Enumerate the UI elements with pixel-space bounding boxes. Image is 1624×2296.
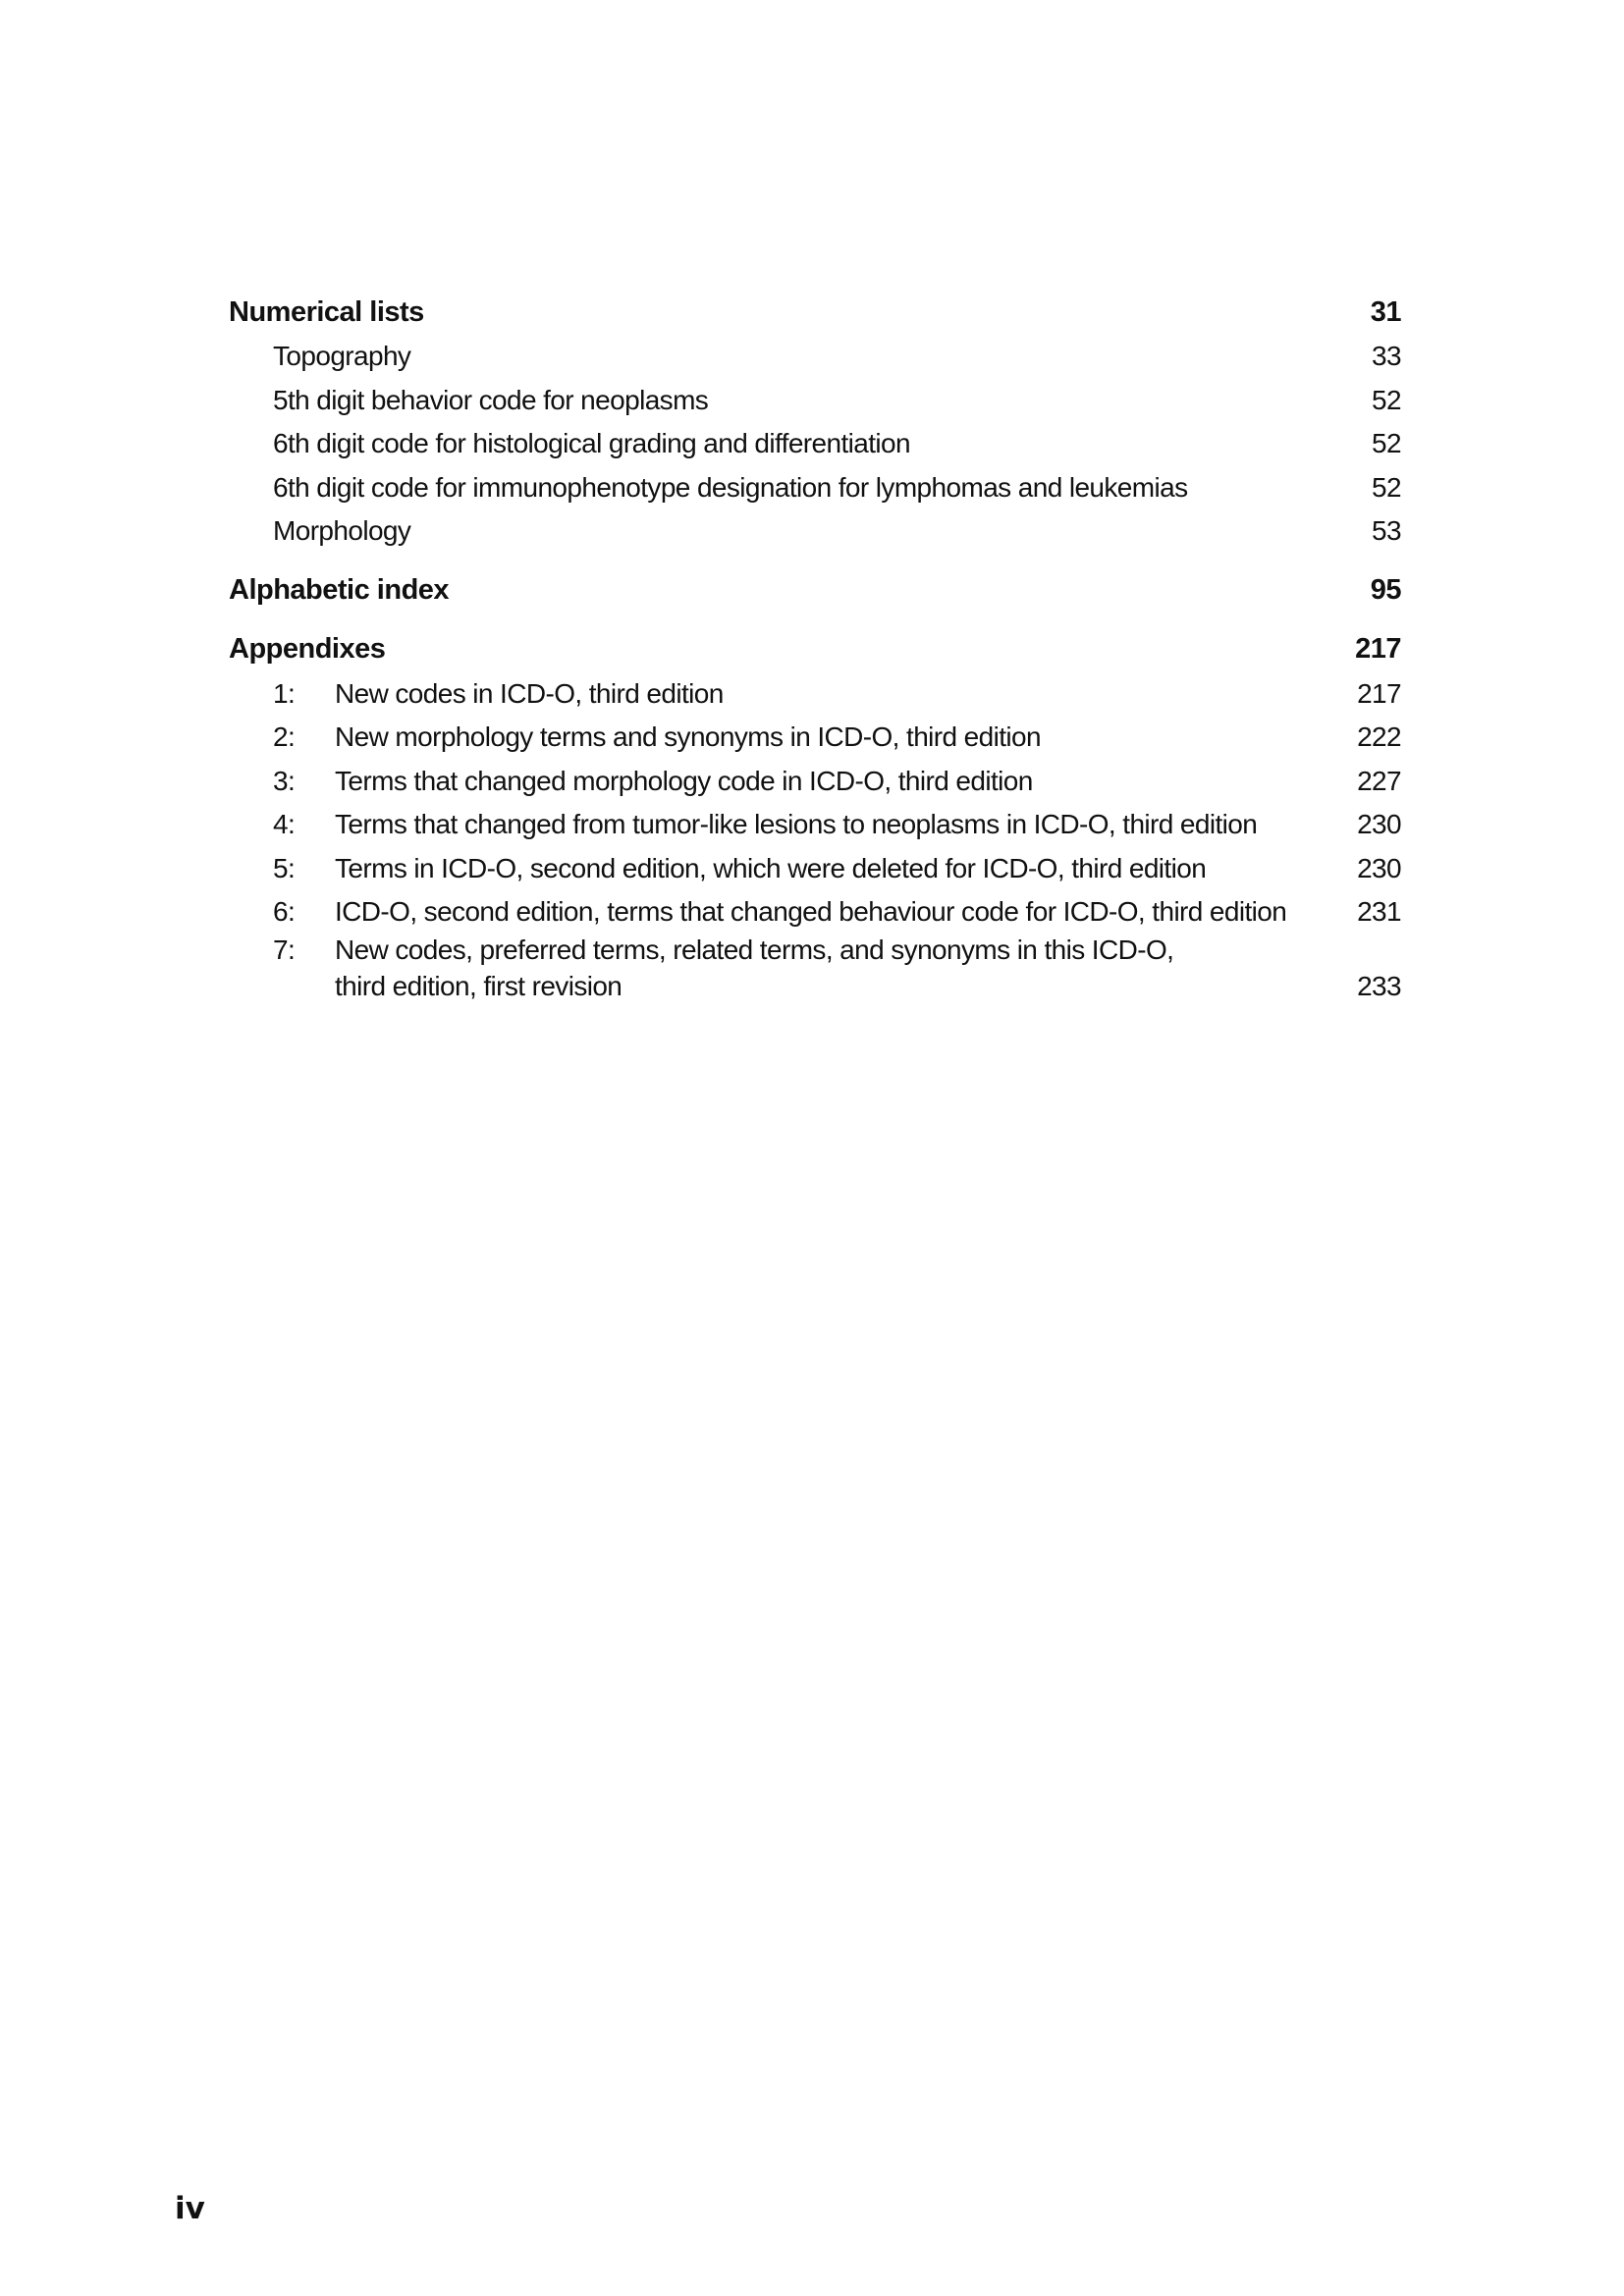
appendix-number: 6: <box>273 896 296 927</box>
toc-entry-label <box>229 932 1173 1004</box>
toc-subentry-morphology[interactable] <box>229 504 1401 548</box>
toc-subentry-6th-digit-immunophenotype[interactable] <box>229 459 1401 504</box>
appendix-number: 3: <box>273 765 296 796</box>
toc-appendix-1[interactable] <box>229 666 1401 710</box>
appendix-title: ICD-O, second edition, terms that changed behaviour code for ICD-O, third edition <box>335 896 1287 927</box>
appendix-title-line-2: third edition, first revision <box>335 971 623 1001</box>
toc-entry-page: 230 <box>1357 852 1401 883</box>
toc-entry-label <box>229 721 1041 753</box>
toc-appendix-6[interactable] <box>229 884 1401 929</box>
toc-entry-page: 233 <box>1357 971 1401 1001</box>
toc-entry-label <box>229 678 724 710</box>
toc-entry-label <box>229 853 1206 884</box>
appendix-title: Terms that changed morphology code in ICD-O, third edition <box>335 765 1033 796</box>
toc-entry-page: 52 <box>1372 471 1401 503</box>
toc-appendix-2[interactable] <box>229 710 1401 754</box>
toc-entry-page: 217 <box>1357 677 1401 709</box>
toc-entry-label <box>229 766 1033 797</box>
appendix-number: 2: <box>273 721 296 752</box>
toc-subentry-topography[interactable] <box>229 329 1401 373</box>
toc-entry-label: Numerical lists <box>229 295 424 328</box>
appendix-number: 7: <box>273 934 296 965</box>
appendix-number: 4: <box>273 809 296 839</box>
toc-subentry-6th-digit-grading[interactable] <box>229 416 1401 460</box>
toc-entry-alphabetic-index[interactable] <box>229 562 1401 607</box>
toc-entry-label: 5th digit behavior code for neoplasms <box>273 384 709 415</box>
toc-entry-page: 230 <box>1357 809 1401 839</box>
toc-subentry-5th-digit-behavior[interactable] <box>229 372 1401 416</box>
appendix-number: 5: <box>273 852 296 883</box>
appendix-number: 1: <box>273 677 296 709</box>
appendix-title-line-1: New codes, preferred terms, related terms, and synonyms in this ICD-O, <box>335 934 1174 965</box>
appendix-title: Terms that changed from tumor-like lesions to neoplasms in ICD-O, third edition <box>335 809 1258 839</box>
toc-appendix-7[interactable] <box>229 928 1401 1004</box>
toc-appendix-5[interactable] <box>229 840 1401 884</box>
toc-entry-page: 53 <box>1372 515 1401 546</box>
appendix-title: New codes in ICD-O, third edition <box>335 677 724 709</box>
appendix-title: New morphology terms and synonyms in ICD-O, third edition <box>335 721 1041 752</box>
toc-entry-page: 217 <box>1355 633 1401 665</box>
toc-entry-label: Topography <box>273 341 411 371</box>
toc-entry-page: 95 <box>1370 573 1401 606</box>
toc-appendix-3[interactable] <box>229 753 1401 797</box>
toc-entry-page: 52 <box>1372 428 1401 458</box>
toc-appendix-4[interactable] <box>229 797 1401 841</box>
toc-entry-page: 231 <box>1357 896 1401 927</box>
toc-entry-page: 227 <box>1357 765 1401 796</box>
toc-entry-label: Appendixes <box>229 633 386 665</box>
toc-entry-page: 31 <box>1370 295 1401 328</box>
toc-entry-page: 33 <box>1372 341 1401 371</box>
toc-entry-page: 222 <box>1357 721 1401 752</box>
toc-entry-label: 6th digit code for histological grading and differentiation <box>273 428 910 458</box>
toc-entry-label: Morphology <box>273 515 411 546</box>
toc-entry-label <box>229 896 1286 928</box>
toc-entry-page: 52 <box>1372 384 1401 415</box>
toc-entry-label <box>229 809 1257 840</box>
toc-entry-label: 6th digit code for immunophenotype designation for lymphomas and leukemias <box>273 471 1188 503</box>
appendix-title <box>335 932 1173 1004</box>
table-of-contents <box>229 285 1401 1004</box>
page-folio: iv <box>175 2191 205 2226</box>
toc-entry-appendixes[interactable] <box>229 622 1401 667</box>
toc-entry-label: Alphabetic index <box>229 573 450 606</box>
toc-entry-numerical-lists[interactable] <box>229 285 1401 329</box>
appendix-title: Terms in ICD-O, second edition, which were deleted for ICD-O, third edition <box>335 852 1207 883</box>
